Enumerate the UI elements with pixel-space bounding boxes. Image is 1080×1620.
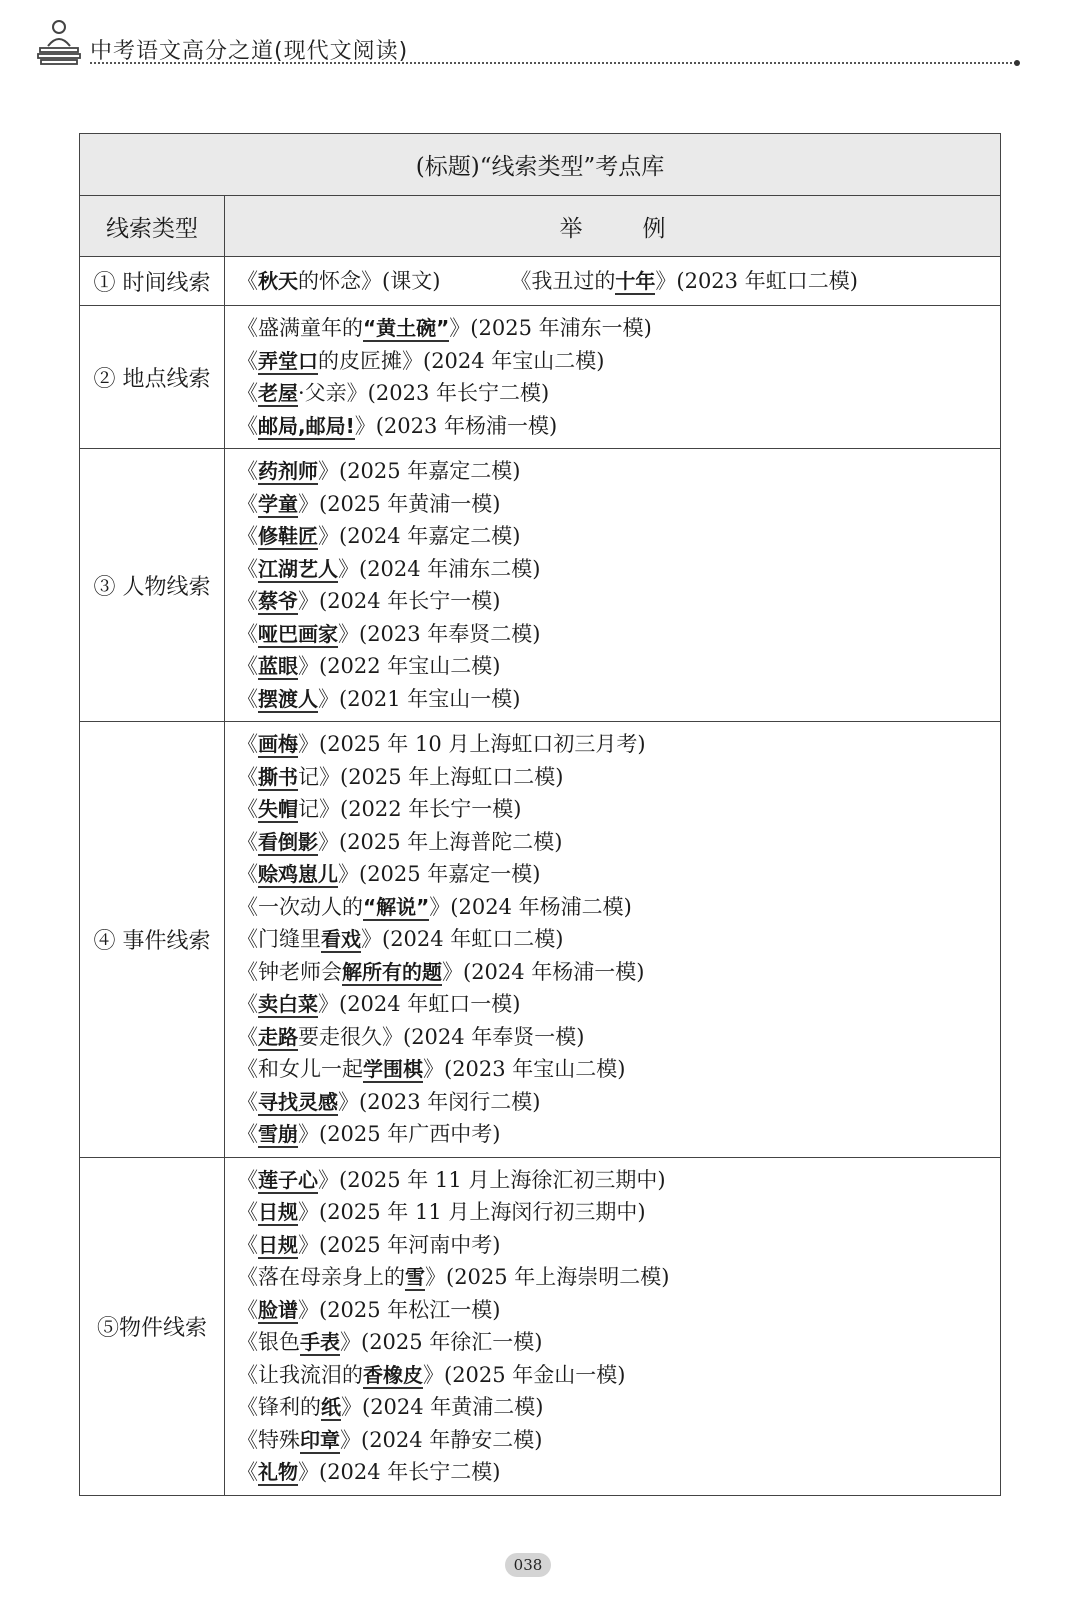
highlighted-keyword: 赊鸡崽儿	[258, 862, 338, 886]
table-title: (标题)“线索类型”考点库	[80, 134, 1001, 196]
example-text: 《	[237, 1024, 258, 1049]
highlighted-keyword: 哑巴画家	[258, 621, 338, 646]
example-text: 》(2022 年宝山二模)	[298, 654, 501, 678]
example-text: 》(2023 年闵行二模)	[338, 1089, 541, 1114]
highlighted-keyword: “解说”	[363, 894, 430, 919]
highlighted-keyword: “黄土碗”	[363, 316, 450, 340]
highlighted-keyword: 修鞋匠	[258, 524, 318, 548]
example-text: 》(2024 年杨浦一模)	[442, 959, 645, 984]
example-item	[237, 488, 1000, 521]
example-item	[237, 793, 1000, 826]
example-text: 《	[237, 1297, 258, 1322]
clue-type-cell: ③ 人物线索	[80, 449, 225, 722]
highlighted-keyword: 香橡皮	[363, 1362, 423, 1387]
example-item	[237, 923, 1000, 956]
column-header-type: 线索类型	[80, 196, 225, 257]
header-title: 中考语文高分之道(现代文阅读)	[90, 39, 409, 64]
clue-type-cell: ② 地点线索	[80, 306, 225, 449]
example-text: 》(2024 年杨浦二模)	[429, 894, 632, 919]
example-item	[237, 553, 1000, 586]
example-item	[237, 455, 1000, 488]
highlighted-keyword: 手表	[300, 1330, 340, 1354]
example-text: 《盛满童年的	[237, 316, 363, 340]
highlighted-keyword: 学围棋	[363, 1057, 423, 1081]
example-item	[237, 1164, 1000, 1197]
example-text: 》(2025 年 10 月上海虹口初三月考)	[298, 732, 646, 756]
clue-type-cell: ⑤物件线索	[80, 1157, 225, 1495]
example-text: 》(2024 年嘉定二模)	[318, 524, 521, 548]
example-item	[237, 585, 1000, 618]
highlighted-keyword: 日规	[258, 1200, 298, 1224]
example-text: 记》(2025 年上海虹口二模)	[298, 764, 564, 789]
example-item	[237, 826, 1000, 859]
example-text: 《	[237, 654, 258, 678]
highlighted-keyword: 摆渡人	[258, 686, 318, 711]
example-text: 》(2025 年上海普陀二模)	[318, 829, 563, 854]
example-text: 《	[237, 1089, 258, 1114]
highlighted-keyword: 画梅	[258, 732, 298, 756]
highlighted-keyword: 莲子心	[258, 1167, 318, 1192]
example-text: 《和女儿一起	[237, 1057, 363, 1081]
example-text: 》(2023 年宝山二模)	[423, 1057, 626, 1081]
example-item	[237, 1294, 1000, 1327]
highlighted-keyword: 秋天	[258, 269, 298, 293]
example-text: 《	[237, 348, 258, 373]
example-text: 《落在母亲身上的	[237, 1265, 405, 1289]
example-text: 》(2025 年嘉定二模)	[318, 459, 521, 483]
example-text: 《让我流泪的	[237, 1362, 363, 1387]
example-text: 的怀念》(课文)	[298, 269, 441, 293]
highlighted-keyword: 学童	[258, 491, 298, 516]
highlighted-keyword: 寻找灵感	[258, 1089, 338, 1114]
example-item	[237, 728, 1000, 761]
example-text: 《	[237, 1122, 258, 1146]
highlighted-keyword: 走路	[258, 1024, 298, 1049]
example-text: 》(2023 年杨浦一模)	[354, 413, 558, 438]
example-text: 《	[237, 556, 258, 581]
highlighted-keyword: 纸	[321, 1395, 341, 1419]
highlighted-keyword: 邮局,邮局!	[258, 413, 355, 438]
example-text: 》(2025 年 11 月上海徐汇初三期中)	[318, 1167, 666, 1192]
example-text: 《	[237, 764, 258, 789]
example-item	[237, 761, 1000, 794]
highlighted-keyword: 卖白菜	[258, 992, 318, 1016]
header-divider	[90, 62, 1016, 64]
highlighted-keyword: 雪	[405, 1265, 425, 1289]
example-text: 》(2025 年徐汇一模)	[340, 1330, 543, 1354]
example-item	[237, 618, 1000, 651]
examples-cell	[225, 257, 1001, 306]
example-text: 》(2024 年虹口二模)	[361, 927, 564, 951]
table-header-row	[80, 196, 1001, 257]
example-text: 要走很久》(2024 年奉贤一模)	[298, 1024, 585, 1049]
example-text: 《	[237, 686, 258, 711]
example-text: 《	[237, 381, 258, 405]
example-text: 》(2025 年上海崇明二模)	[425, 1265, 670, 1289]
highlighted-keyword: 礼物	[258, 1460, 298, 1484]
example-text: 》(2024 年长宁一模)	[298, 589, 501, 613]
highlighted-keyword: 蓝眼	[258, 654, 298, 678]
example-item	[237, 1424, 1000, 1457]
table-row	[80, 257, 1001, 306]
example-item	[237, 988, 1000, 1021]
example-item	[237, 683, 1000, 716]
highlighted-keyword: 十年	[615, 269, 656, 293]
example-text: 《	[237, 797, 258, 821]
table-row	[80, 722, 1001, 1158]
table-row	[80, 1157, 1001, 1495]
example-item	[237, 263, 1000, 299]
example-text: 《我丑过的	[510, 269, 616, 293]
example-text: ·父亲》(2023 年长宁二模)	[298, 381, 550, 405]
example-item	[237, 1456, 1000, 1489]
page-header	[36, 18, 1016, 68]
highlighted-keyword: 脸谱	[258, 1297, 298, 1322]
example-text: 《	[237, 1460, 258, 1484]
example-item	[237, 1261, 1000, 1294]
highlighted-keyword: 药剂师	[258, 459, 318, 483]
clue-type-table	[79, 133, 1001, 1496]
example-text: 》(2023 年奉贤二模)	[338, 621, 541, 646]
examples-cell	[225, 306, 1001, 449]
example-text: 《特殊	[237, 1427, 300, 1452]
example-text: 》(2025 年松江一模)	[298, 1297, 501, 1322]
example-item	[237, 1053, 1000, 1086]
example-item	[237, 1196, 1000, 1229]
highlighted-keyword: 雪崩	[258, 1122, 298, 1146]
example-text: 《门缝里	[237, 927, 321, 951]
table-row	[80, 449, 1001, 722]
example-text: 》(2021 年宝山一模)	[318, 686, 521, 711]
example-text: 》(2024 年虹口一模)	[318, 992, 521, 1016]
highlighted-keyword: 印章	[300, 1427, 340, 1452]
page-number: 038	[505, 1553, 551, 1577]
example-text: 》(2025 年金山一模)	[423, 1362, 626, 1387]
example-item	[237, 1118, 1000, 1151]
table-body	[80, 257, 1001, 1496]
example-item	[237, 1021, 1000, 1054]
example-text: 《	[237, 589, 258, 613]
highlighted-keyword: 老屋	[258, 381, 298, 405]
example-text: 《	[237, 524, 258, 548]
example-text: 《一次动人的	[237, 894, 363, 919]
examples-cell	[225, 1157, 1001, 1495]
table-title-row	[80, 134, 1001, 196]
example-text: 》(2024 年黄浦二模)	[341, 1395, 544, 1419]
examples-cell	[225, 449, 1001, 722]
highlighted-keyword: 失帽	[258, 797, 298, 821]
example-item	[237, 520, 1000, 553]
example-item	[237, 1326, 1000, 1359]
example-text: 《锋利的	[237, 1395, 321, 1419]
example-item	[237, 650, 1000, 683]
example-text: 《	[237, 491, 258, 516]
highlighted-keyword: 蔡爷	[258, 589, 298, 613]
example-item	[237, 410, 1000, 443]
example-item	[237, 377, 1000, 410]
example-text: 《	[237, 1200, 258, 1224]
example-item	[237, 312, 1000, 345]
example-item	[237, 891, 1000, 924]
clue-type-cell: ① 时间线索	[80, 257, 225, 306]
example-text: 》(2025 年嘉定一模)	[338, 862, 541, 886]
stacked-books-reader-icon	[36, 18, 82, 68]
example-text: 《	[237, 732, 258, 756]
highlighted-keyword: 看戏	[321, 927, 361, 951]
example-text: 《	[237, 413, 258, 438]
example-item	[237, 1359, 1000, 1392]
examples-cell	[225, 722, 1001, 1158]
highlighted-keyword: 撕书	[258, 764, 298, 789]
example-text: 的皮匠摊》(2024 年宝山二模)	[318, 348, 605, 373]
example-text: 《	[237, 1232, 258, 1257]
example-item	[237, 345, 1000, 378]
example-text: 》(2025 年浦东一模)	[449, 316, 652, 340]
example-text: 》(2025 年黄浦一模)	[298, 491, 501, 516]
example-text: 》(2025 年 11 月上海闵行初三期中)	[298, 1200, 646, 1224]
example-text: 》(2023 年虹口二模)	[655, 269, 858, 293]
highlighted-keyword: 江湖艺人	[258, 556, 338, 581]
table-row	[80, 306, 1001, 449]
example-text: 《	[237, 862, 258, 886]
example-text: 《银色	[237, 1330, 300, 1354]
example-text: 《	[237, 269, 258, 293]
column-header-example: 举例	[225, 196, 1001, 257]
example-item	[237, 1229, 1000, 1262]
example-item	[237, 858, 1000, 891]
example-text: 《	[237, 621, 258, 646]
example-text: 《	[237, 829, 258, 854]
example-text: 《钟老师会	[237, 959, 342, 984]
highlighted-keyword: 日规	[258, 1232, 298, 1257]
example-text: 》(2025 年广西中考)	[298, 1122, 501, 1146]
example-text: 《	[237, 992, 258, 1016]
example-item	[237, 1086, 1000, 1119]
example-text: 《	[237, 459, 258, 483]
highlighted-keyword: 看倒影	[258, 829, 318, 854]
example-text: 》(2024 年静安二模)	[340, 1427, 543, 1452]
example-item	[237, 1391, 1000, 1424]
example-text: 《	[237, 1167, 258, 1192]
example-text: 记》(2022 年长宁一模)	[298, 797, 522, 821]
example-item	[237, 956, 1000, 989]
example-text: 》(2024 年长宁二模)	[298, 1460, 501, 1484]
example-text: 》(2024 年浦东二模)	[338, 556, 541, 581]
highlighted-keyword: 弄堂口	[258, 348, 318, 373]
example-text: 》(2025 年河南中考)	[298, 1232, 501, 1257]
clue-type-cell: ④ 事件线索	[80, 722, 225, 1158]
highlighted-keyword: 解所有的题	[342, 959, 442, 984]
